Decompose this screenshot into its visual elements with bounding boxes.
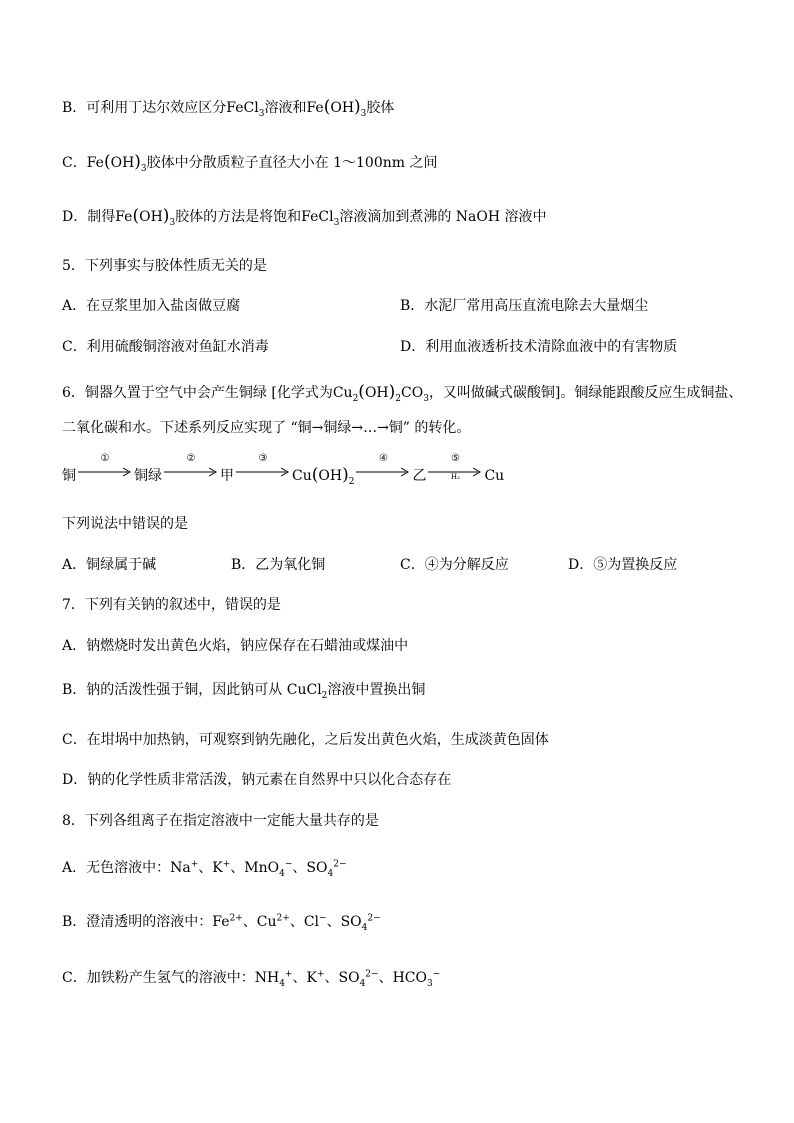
q5-option-c: C．利用硫酸铜溶液对鱼缸水消毒	[62, 339, 269, 355]
arrow-5-sublabel: H₂	[450, 473, 460, 481]
q4-option-c-text: 胶体中分散质粒子直径大小在 1～100nm 之间	[146, 155, 438, 171]
q7-option-d: D．钠的化学性质非常活泼，钠元素在自然界中只以化合态存在	[62, 772, 452, 788]
q7-stem: 7．下列有关钠的叙述中，错误的是	[62, 597, 281, 613]
q8-option-b-prefix: B．澄清透明的溶液中：	[62, 914, 213, 930]
chain-jia: 甲	[220, 468, 234, 484]
q5-option-d: D．利用血液透析技术清除血液中的有害物质	[400, 339, 678, 355]
chain-yi: 乙	[412, 468, 427, 484]
q4-option-b-mid: 溶液和	[264, 100, 307, 116]
q6-prompt: 下列说法中错误的是	[62, 516, 188, 532]
q4-option-d-mid: 胶体的方法是将饱和	[175, 209, 302, 225]
q6-option-c: C．④为分解反应	[400, 557, 509, 573]
arrow-4-icon	[356, 466, 410, 478]
chain-cu-oh-2: $Cu(OH)_2$	[292, 465, 355, 487]
q5-option-a: A．在豆浆里加入盐卤做豆腐	[62, 298, 241, 314]
q6-stem-line2: 二氧化碳和水。下述系列反应实现了 “铜→铜绿→…→铜” 的转化。	[62, 420, 471, 436]
q8-option-c-prefix: C．加铁粉产生氢气的溶液中：	[62, 970, 255, 986]
q8-option-c: C．加铁粉产生氢气的溶液中：$NH_4^+$、K+、$SO_4^{2-}$、$HCO_3^-$	[62, 969, 441, 989]
chain-copper: 铜	[62, 468, 76, 484]
q8-option-b: B．澄清透明的溶液中：$Fe^{2+}$、$Cu^{2+}$、Cl−、$SO_4^{2-}$	[62, 913, 381, 933]
arrow-3-label: ③	[258, 453, 268, 464]
q6-option-d: D．⑤为置换反应	[568, 557, 678, 573]
chain-verdigris: 铜绿	[134, 468, 162, 484]
arrow-2-icon	[164, 466, 218, 478]
q6-option-b: B．乙为氧化铜	[231, 557, 326, 573]
q7-option-b-prefix: B．钠的活泼性强于铜，因此钠可从	[62, 682, 287, 698]
arrow-1	[78, 453, 132, 478]
q7-option-b: B．钠的活泼性强于铜，因此钠可从 CuCl$_2$溶液中置换出铜	[62, 682, 426, 701]
q4-option-b-text: B．可利用丁达尔效应区分	[62, 100, 227, 116]
q6-stem-prefix: 6．铜器久置于空气中会产生铜绿 [化学式为	[62, 385, 333, 401]
q4-option-d: D．制得$Fe(OH)_3$胶体的方法是将饱和FeCl$_3$溶液滴加到煮沸的 NaOH 溶液中	[62, 206, 547, 228]
arrow-3	[236, 453, 290, 478]
arrow-4	[356, 453, 410, 478]
q5-stem: 5．下列事实与胶体性质无关的是	[62, 258, 267, 274]
arrow-1-label: ①	[100, 453, 110, 464]
arrow-5-label: ⑤	[450, 453, 460, 464]
q4-option-c: C．$Fe(OH)_3$胶体中分散质粒子直径大小在 1～100nm 之间	[62, 152, 438, 174]
q8-option-a: A．无色溶液中：Na+、K+、MnO$_4$−、$SO_4^{2-}$	[62, 859, 347, 879]
q6-stem-line1: 6．铜器久置于空气中会产生铜绿 [化学式为$Cu_2(OH)_2CO_3$，又叫做碱式碳酸铜]。铜绿能跟酸反应生成铜盐、	[62, 382, 743, 404]
arrow-2	[164, 453, 218, 478]
q6-stem-suffix: ，又叫做碱式碳酸铜]。铜绿能跟酸反应生成铜盐、	[428, 385, 743, 401]
q4-option-d-prefix: D．制得	[62, 209, 116, 225]
q7-option-a: A．钠燃烧时发出黄色火焰，钠应保存在石蜡油或煤油中	[62, 638, 409, 654]
q4-option-c-prefix: C．	[62, 155, 87, 171]
arrow-1-icon	[78, 466, 132, 478]
chain-cu: Cu	[484, 468, 505, 484]
arrow-2-label: ②	[186, 453, 196, 464]
q4-option-b: B．可利用丁达尔效应区分FeCl$_3$溶液和$Fe(OH)_3$胶体	[62, 97, 395, 119]
q7-option-b-suffix: 溶液中置换出铜	[327, 682, 426, 698]
q6-option-a: A．铜绿属于碱	[62, 557, 157, 573]
q8-option-a-prefix: A．无色溶液中：	[62, 860, 171, 876]
q4-option-b-suffix: 胶体	[366, 100, 395, 116]
reaction-chain	[62, 453, 505, 487]
arrow-3-icon	[236, 466, 290, 478]
arrow-4-label: ④	[378, 453, 388, 464]
arrow-5	[428, 453, 482, 481]
q5-option-b: B．水泥厂常用高压直流电除去大量烟尘	[400, 298, 649, 314]
q7-option-c: C．在坩埚中加热钠，可观察到钠先融化，之后发出黄色火焰，生成淡黄色固体	[62, 732, 549, 748]
q8-stem: 8．下列各组离子在指定溶液中一定能大量共存的是	[62, 813, 379, 829]
q4-option-d-suffix: 溶液滴加到煮沸的 NaOH 溶液中	[339, 209, 547, 225]
